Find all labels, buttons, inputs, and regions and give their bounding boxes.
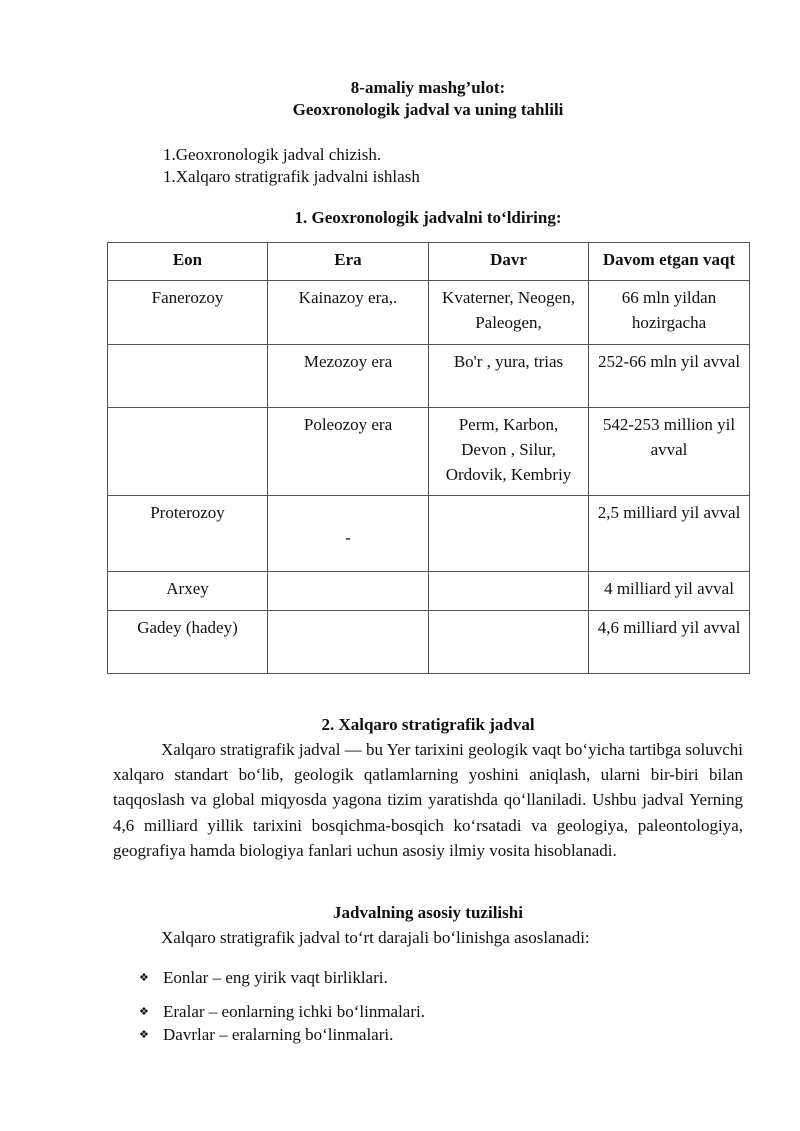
cell-eon: Arxey — [108, 572, 268, 611]
list-item-text: Davrlar – eralarning bo‘linmalari. — [163, 1025, 394, 1044]
cell-eon: Proterozoy — [108, 496, 268, 572]
cell-davr: Kvaterner, Neogen, Paleogen, — [429, 281, 589, 345]
table-row — [108, 496, 750, 572]
list-item-text: Eonlar – eng yirik vaqt birliklari. — [163, 968, 388, 987]
cell-davr — [429, 496, 589, 572]
cell-duration: 4,6 milliard yil avval — [589, 611, 750, 674]
cell-duration: 2,5 milliard yil avval — [589, 496, 750, 572]
list-item-text: Eralar – eonlarning ichki bo‘linmalari. — [163, 1002, 425, 1021]
table-header-row — [108, 243, 750, 281]
table-row — [108, 572, 750, 611]
list-item — [139, 1024, 393, 1046]
cell-duration: 4 milliard yil avval — [589, 572, 750, 611]
geochronology-table — [107, 242, 750, 674]
header-eon: Eon — [108, 243, 268, 281]
cell-eon — [108, 408, 268, 496]
table-row — [108, 611, 750, 674]
cell-era: Kainazoy era,. — [268, 281, 429, 345]
structure-title: Jadvalning asosiy tuzilishi — [333, 903, 523, 922]
section1-title: 1. Geoxronologik jadvalni to‘ldiring: — [294, 208, 562, 227]
cell-era: - — [268, 496, 429, 572]
cell-davr: Bo'r , yura, trias — [429, 345, 589, 408]
cell-davr: Perm, Karbon, Devon , Silur, Ordovik, Kembriy — [429, 408, 589, 496]
header-era: Era — [268, 243, 429, 281]
section2-title: 2. Xalqaro stratigrafik jadval — [321, 715, 535, 734]
task-item: 1.Xalqaro stratigrafik jadvalni ishlash — [163, 167, 420, 186]
cell-era: Poleozoy era — [268, 408, 429, 496]
cell-era — [268, 572, 429, 611]
cell-duration: 542-253 million yil avval — [589, 408, 750, 496]
structure-intro: Xalqaro stratigrafik jadval to‘rt darajali bo‘linishga asoslanadi: — [161, 928, 590, 947]
list-item — [139, 1001, 425, 1023]
page-title-line1: 8-amaliy mashg’ulot: — [350, 78, 506, 97]
header-duration: Davom etgan vaqt — [589, 243, 750, 281]
list-item — [139, 967, 388, 989]
cell-era: Mezozoy era — [268, 345, 429, 408]
diamond-bullet-icon: ❖ — [139, 1005, 149, 1018]
cell-duration: 252-66 mln yil avval — [589, 345, 750, 408]
cell-eon: Gadey (hadey) — [108, 611, 268, 674]
section2-paragraph: Xalqaro stratigrafik jadval — bu Yer tarixini geologik vaqt bo‘yicha tartibga soluvchi xalqaro standart bo‘lib, geologik qatlamlarning yoshini aniqlash, ularni bir-biri bilan taqqoslash va global miqyosda yagona tizim yaratishda qo‘llaniladi. Ushbu jadval Yerning 4,6 milliard yillik tarixini bosqichma-bosqich ko‘rsatadi va geologiya, paleontologiya, geografiya hamda biologiya fanlari uchun asosiy ilmiy vosita hisoblanadi. — [113, 740, 743, 860]
task-item: 1.Geoxronologik jadval chizish. — [163, 145, 382, 164]
cell-davr — [429, 611, 589, 674]
cell-eon: Fanerozoy — [108, 281, 268, 345]
header-davr: Davr — [429, 243, 589, 281]
table-row — [108, 281, 750, 345]
page-title-line2: Geoxronologik jadval va uning tahlili — [292, 100, 564, 119]
cell-era — [268, 611, 429, 674]
cell-eon — [108, 345, 268, 408]
diamond-bullet-icon: ❖ — [139, 971, 149, 984]
table-row — [108, 408, 750, 496]
diamond-bullet-icon: ❖ — [139, 1028, 149, 1041]
cell-davr — [429, 572, 589, 611]
cell-duration: 66 mln yildan hozirgacha — [589, 281, 750, 345]
table-row — [108, 345, 750, 408]
